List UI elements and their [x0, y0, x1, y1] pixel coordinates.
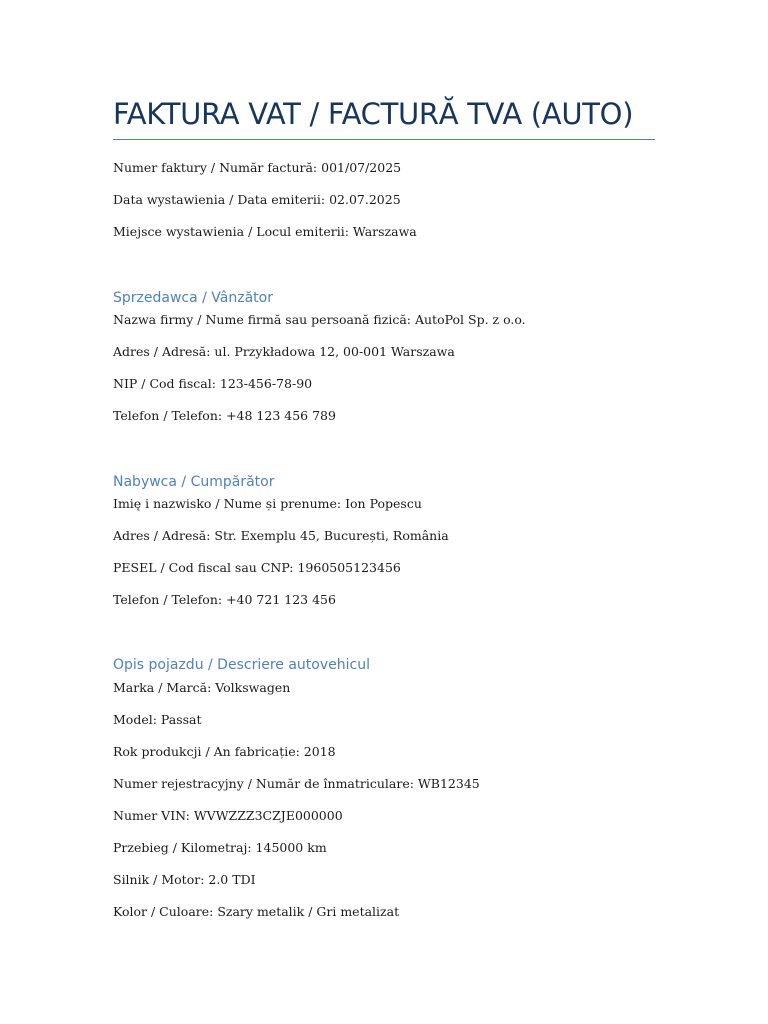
issue-date: Data wystawienia / Data emiterii: 02.07.2025	[113, 192, 401, 207]
vehicle-engine: Silnik / Motor: 2.0 TDI	[113, 872, 256, 887]
seller-heading: Sprzedawca / Vânzător	[113, 290, 273, 306]
seller-address: Adres / Adresă: ul. Przykładowa 12, 00-001 Warszawa	[113, 344, 455, 359]
vehicle-heading: Opis pojazdu / Descriere autovehicul	[113, 657, 370, 673]
buyer-heading: Nabywca / Cumpărător	[113, 474, 275, 490]
vehicle-registration: Numer rejestracyjny / Număr de înmatriculare: WB12345	[113, 776, 480, 791]
title-divider	[113, 139, 655, 140]
vehicle-model: Model: Passat	[113, 712, 202, 727]
vehicle-mileage: Przebieg / Kilometraj: 145000 km	[113, 840, 327, 855]
buyer-phone: Telefon / Telefon: +40 721 123 456	[113, 592, 336, 607]
vehicle-year: Rok produkcji / An fabricație: 2018	[113, 744, 336, 759]
issue-place: Miejsce wystawienia / Locul emiterii: Warszawa	[113, 224, 417, 239]
seller-tax-id: NIP / Cod fiscal: 123-456-78-90	[113, 376, 313, 391]
buyer-address: Adres / Adresă: Str. Exemplu 45, București, România	[113, 528, 449, 543]
seller-company-name: Nazwa firmy / Nume firmă sau persoană fizică: AutoPol Sp. z o.o.	[113, 312, 526, 327]
vehicle-vin: Numer VIN: WVWZZZ3CZJE000000	[113, 808, 343, 823]
vehicle-color: Kolor / Culoare: Szary metalik / Gri metalizat	[113, 904, 400, 919]
seller-phone: Telefon / Telefon: +48 123 456 789	[113, 408, 336, 423]
invoice-title: FAKTURA VAT / FACTURĂ TVA (AUTO)	[113, 97, 634, 131]
buyer-personal-id: PESEL / Cod fiscal sau CNP: 1960505123456	[113, 560, 401, 575]
buyer-name: Imię i nazwisko / Nume și prenume: Ion Popescu	[113, 496, 422, 511]
invoice-number: Numer faktury / Număr factură: 001/07/2025	[113, 160, 402, 175]
vehicle-make: Marka / Marcă: Volkswagen	[113, 680, 291, 695]
